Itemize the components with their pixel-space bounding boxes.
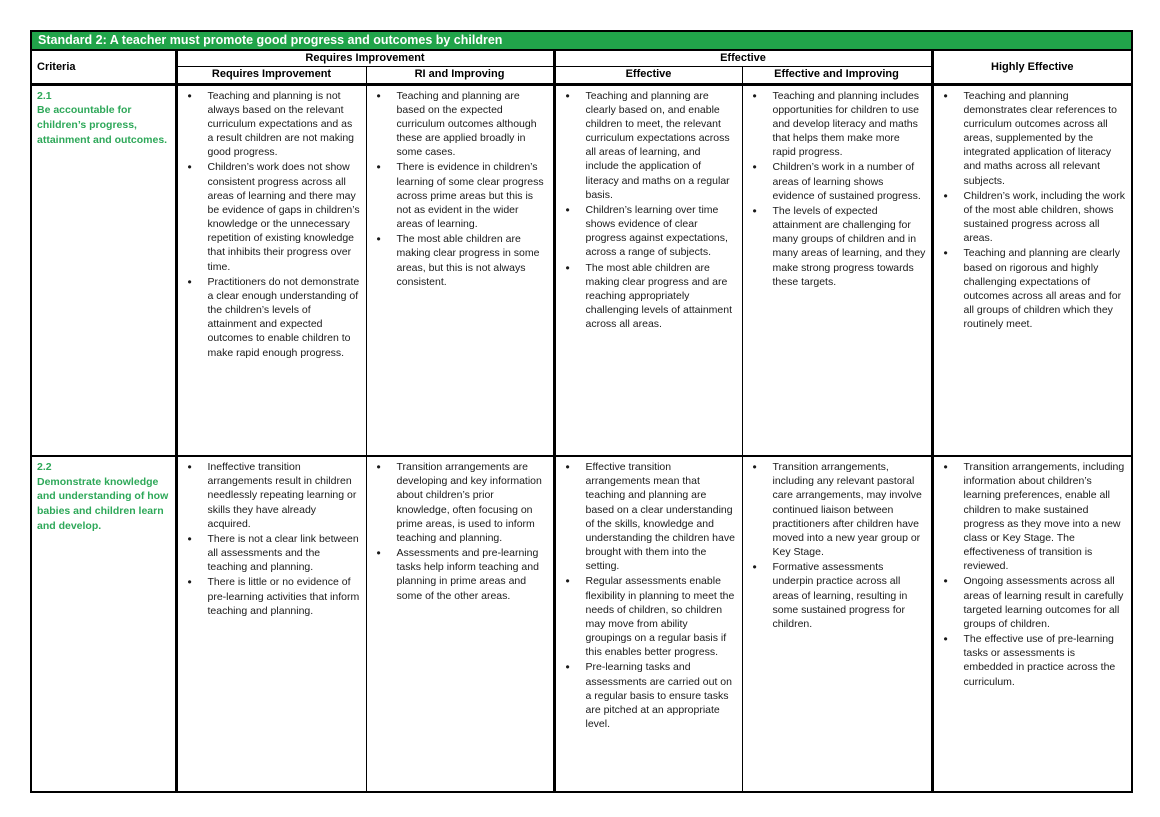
criteria-cell-2-1 xyxy=(31,84,176,456)
bullet-list xyxy=(178,89,364,360)
bullet-list xyxy=(743,89,929,289)
table-row xyxy=(31,84,1132,456)
bullet-item: • Teaching and planning includes opportunities for children to use and develop literacy and maths that helps them make more rapid progress. xyxy=(751,89,926,160)
bullet-item: • Teaching and planning is not always based on the relevant curriculum expectations and as a result children are not making good progress. xyxy=(186,89,361,160)
bullet-item: • There is evidence in children’s learning of some clear progress across prime areas but this is not as evident in the wider areas of learning. xyxy=(375,160,548,231)
bullet-item: • Ongoing assessments across all areas of learning result in carefully targeted learning outcomes for all groups of children. xyxy=(942,574,1127,631)
criteria-number: 2.2 xyxy=(37,461,52,473)
bullet-item: • Regular assessments enable flexibility in planning to meet the needs of children, so children may move from ability groupings on a regular basis if this enables better progress. xyxy=(564,574,737,659)
bullet-item: • Transition arrangements, including any relevant pastoral care arrangements, may involve continued liaison between practitioners after children have moved into a new year group or Key Stage. xyxy=(751,460,926,559)
cell-2-2-effective xyxy=(554,456,742,792)
bullet-list xyxy=(367,460,551,603)
cell-2-2-highly-effective xyxy=(932,456,1132,792)
bullet-list xyxy=(178,460,364,618)
cell-2-1-ri-and-improving xyxy=(366,84,554,456)
cell-2-1-requires-improvement xyxy=(176,84,366,456)
bullet-list xyxy=(556,460,740,731)
bullet-list xyxy=(556,89,740,332)
bullet-item: • Pre-learning tasks and assessments are carried out on a regular basis to ensure tasks are pitched at an appropriate level. xyxy=(564,660,737,731)
criteria-number: 2.1 xyxy=(37,89,52,102)
bullet-item: • Children’s work in a number of areas of learning shows evidence of sustained progress. xyxy=(751,160,926,203)
bullet-item: • There is little or no evidence of pre-learning activities that inform teaching and planning. xyxy=(186,575,361,618)
bullet-item: • The levels of expected attainment are challenging for many groups of children and in many areas of learning, and they make strong progress towards these targets. xyxy=(751,204,926,289)
bullet-item: • Children’s work does not show consistent progress across all areas of learning and there may be evidence of gaps in children’s knowledge or the unnecessary repetition of existing knowledge that inhibits their progress over time. xyxy=(186,160,361,273)
bullet-item: • Teaching and planning demonstrates clear references to curriculum outcomes across all areas, supplemented by the integrated application of literacy and maths across all relevant subjects. xyxy=(942,89,1127,188)
bullet-item: • Practitioners do not demonstrate a clear enough understanding of the children’s levels of attainment and expected outcomes to enable children to make rapid enough progress. xyxy=(186,275,361,360)
bullet-item: • Children’s learning over time shows evidence of clear progress against expectations, across a range of subjects. xyxy=(564,203,737,260)
criteria-text: Be accountable for children’s progress, attainment and outcomes. xyxy=(37,104,168,146)
group-header-requires-improvement: Requires Improvement xyxy=(176,50,554,66)
bullet-item: • There is not a clear link between all assessments and the teaching and planning. xyxy=(186,532,361,575)
column-header-highly-effective: Highly Effective xyxy=(932,50,1132,84)
column-header-ri-and-improving: RI and Improving xyxy=(366,66,554,84)
column-header-effective: Effective xyxy=(554,66,742,84)
bullet-item: • Ineffective transition arrangements result in children needlessly repeating learning or skills they have already acquired. xyxy=(186,460,361,531)
bullet-item: • The most able children are making clear progress and are reaching appropriately challenging levels of attainment across all areas. xyxy=(564,261,737,332)
column-header-criteria: Criteria xyxy=(31,50,176,84)
group-header-effective: Effective xyxy=(554,50,932,66)
bullet-item: • Transition arrangements are developing and key information about children’s prior knowledge, often focusing on prime areas, is used to inform teaching and planning. xyxy=(375,460,548,545)
bullet-item: • The effective use of pre-learning tasks or assessments is embedded in practice across the curriculum. xyxy=(942,632,1127,689)
cell-2-1-effective-and-improving xyxy=(742,84,932,456)
cell-2-2-effective-and-improving xyxy=(742,456,932,792)
bullet-item: • Effective transition arrangements mean that teaching and planning are based on a clear understanding of the skills, knowledge and understanding the children have brought with them into the setting. xyxy=(564,460,737,573)
bullet-item: • Transition arrangements, including information about children’s learning preferences, enable all children to make sustained progress as they move into a new class or Key Stage. The effectiveness of transition is reviewed. xyxy=(942,460,1127,573)
column-header-effective-and-improving: Effective and Improving xyxy=(742,66,932,84)
standards-rubric-table xyxy=(30,30,1133,793)
bullet-list xyxy=(743,460,929,631)
column-header-requires-improvement: Requires Improvement xyxy=(176,66,366,84)
criteria-cell-2-2 xyxy=(31,456,176,792)
table-row xyxy=(31,456,1132,792)
bullet-item: • Children’s work, including the work of the most able children, shows sustained progress across all areas. xyxy=(942,189,1127,246)
bullet-item: • Assessments and pre-learning tasks help inform teaching and planning in prime areas and some of the other areas. xyxy=(375,546,548,603)
bullet-list xyxy=(934,89,1130,332)
standard-title-bar: Standard 2: A teacher must promote good progress and outcomes by children xyxy=(31,31,1132,50)
cell-2-1-effective xyxy=(554,84,742,456)
cell-2-1-highly-effective xyxy=(932,84,1132,456)
bullet-item: • Teaching and planning are clearly based on rigorous and highly challenging expectations of outcomes across all areas and for all groups of children which they routinely meet. xyxy=(942,246,1127,331)
bullet-item: • Teaching and planning are based on the expected curriculum outcomes although these are applied broadly in some cases. xyxy=(375,89,548,160)
bullet-list xyxy=(934,460,1130,689)
bullet-item: • Formative assessments underpin practice across all areas of learning, resulting in some sustained progress for children. xyxy=(751,560,926,631)
bullet-item: • The most able children are making clear progress in some areas, but this is not always consistent. xyxy=(375,232,548,289)
bullet-item: • Teaching and planning are clearly based on, and enable children to meet, the relevant curriculum expectations across all areas of learning, and include the application of literacy and maths on a regular basis. xyxy=(564,89,737,202)
bullet-list xyxy=(367,89,551,289)
criteria-text: Demonstrate knowledge and understanding of how babies and children learn and develop. xyxy=(37,475,169,532)
cell-2-2-ri-and-improving xyxy=(366,456,554,792)
cell-2-2-requires-improvement xyxy=(176,456,366,792)
